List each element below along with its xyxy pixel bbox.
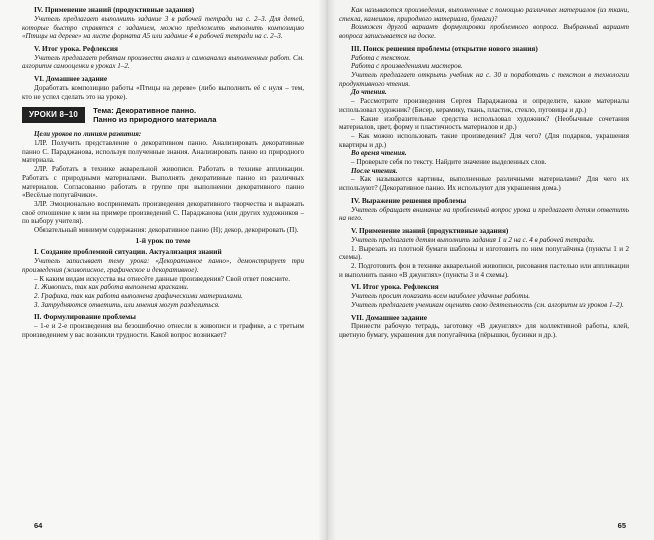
section-title: VI. Домашнее задание bbox=[34, 74, 108, 84]
topic-title: Тема: Декоративное панно. bbox=[93, 106, 197, 116]
goal-item: 2ЛР. Работать в технике акварельной живописи. Работать в технике аппликации. Работать с природными материалами. Выполнять декоративные панно из различных материалов. Согласованно работать в группе при выполнении декоративного панно «Весёлые попугайчики». bbox=[22, 165, 304, 200]
page-number: 65 bbox=[617, 521, 626, 530]
step-text: Работа с произведениями мастеров. bbox=[351, 62, 463, 71]
section-title: V. Применение знаний (продуктивные задания) bbox=[351, 226, 509, 236]
section-title: VII. Домашнее задание bbox=[351, 312, 427, 322]
step-text: Учитель предлагает открыть учебник на с. 30 и поработать с текстом в технологии продуктивного чтения. bbox=[339, 71, 629, 88]
section-title: II. Формулирование проблемы bbox=[34, 312, 136, 322]
section-text: Доработать композицию работы «Птицы на дереве» (либо выполнить её с нуля – тем, кто не успел сделать это на уроке). bbox=[22, 83, 304, 101]
section-text: Учитель обращает внимание на проблемный вопрос урока и предлагает детям ответить на него. bbox=[339, 205, 629, 223]
section-title: VI. Итог урока. Рефлексия bbox=[351, 282, 439, 292]
question-text: – К каким видам искусства вы отнесёте данные произведения? Свой ответ поясните. bbox=[34, 274, 290, 283]
step-text: Работа с текстом. bbox=[351, 53, 411, 62]
question-text: – Как можно использовать такие произведения? Для чего? (Для подарков, украшения квартиры и др.) bbox=[339, 131, 629, 149]
section-title: V. Итог урока. Рефлексия bbox=[34, 43, 118, 53]
section-text: Учитель записывает тему урока: «Декоративное панно», демонстрирует три произведения (живописное, графическое и декоративное). bbox=[22, 257, 304, 274]
question-text: – Рассмотрите произведения Сергея Параджанова и определите, какие материалы использовал художник? (Бисер, керамику, ткань, пластик, стекло, пуговицы и др.) bbox=[339, 97, 629, 114]
lesson-header bbox=[22, 106, 304, 124]
section-title: I. Создание проблемной ситуации. Актуализация знаний bbox=[34, 247, 222, 257]
section-text: Принести рабочую тетрадь, заготовку «В джунглях» для коллективной работы, клей, цветную бумагу, украшения для попугайчика (пёрышки, бусинки и др.). bbox=[339, 322, 629, 340]
question-text: – Какие изобразительные средства использовал художник? (Необычные сочетания материалов, цвет, форму и пластичность материалов и др.) bbox=[339, 114, 629, 132]
terms-text: Обязательный минимум содержания: декоративное панно (Н); декор, декорировать (П). bbox=[34, 226, 299, 235]
question-text: – Проверьте себя по тексту. Найдите значение выделенных слов. bbox=[351, 158, 547, 167]
right-page bbox=[327, 0, 654, 540]
stage-label: До чтения. bbox=[351, 88, 387, 97]
note-text: Возможен другой вариант формулировки проблемного вопроса. Выбранный вариант вопроса записывается на доске. bbox=[339, 23, 629, 41]
lesson-badge: УРОКИ 8–10 bbox=[22, 107, 85, 123]
question-text: – Как называются картины, выполненные различными материалами? Для чего их используют? (Декоративное панно. Их используют для украшения дома.) bbox=[339, 175, 629, 193]
stage-label: После чтения. bbox=[351, 166, 398, 175]
section-title: IV. Выражение решения проблемы bbox=[351, 195, 467, 205]
left-column bbox=[22, 6, 304, 340]
section-text: Учитель предлагает детям выполнить задания 1 и 2 на с. 4 в рабочей тетради. bbox=[351, 235, 595, 244]
topic-subtitle: Панно из природного материала bbox=[93, 115, 217, 125]
goal-item: 1ЛР. Получить представление о декоративном панно. Анализировать декоративные панно С. Параджанова, используя полученные знания. Анализировать панно из природного материала. bbox=[22, 139, 304, 165]
section-text: Учитель предлагает выполнить задание 3 в рабочей тетради на с. 2–3. Для детей, которые быстро справятся с заданием, можно предложить выполнить композицию «Птицы на дереве» на листе формата А5 или задание 4 в рабочей тетради на с. 2–3. bbox=[22, 14, 304, 41]
answer-item: 3. Затрудняются ответить, или мнения могут разделиться. bbox=[34, 300, 220, 309]
problem-question: Как называются произведения, выполненные с помощью различных материалов (из ткани, стекла, камешков, природного материала, бумаги)? bbox=[339, 6, 629, 23]
right-column bbox=[339, 6, 629, 340]
section-title: IV. Применение знаний (продуктивные задания) bbox=[34, 5, 195, 14]
answer-item: 1. Живопись, так как работа выполнена красками. bbox=[34, 283, 189, 292]
page-number: 64 bbox=[34, 521, 43, 530]
section-text: Учитель просит показать всем наиболее удачные работы. bbox=[351, 292, 531, 301]
stage-label: Во время чтения. bbox=[351, 149, 407, 158]
section-text: Учитель предлагает ребятам произвести анализ и самоанализ выполненных работ. См. алгоритм самооценки в уроках 1–2. bbox=[22, 53, 304, 71]
goals-title: Цели уроков по линиям развития: bbox=[34, 130, 142, 139]
task-item: 2. Подготовить фон в технике акварельной живописи, рисования пастелью или аппликации и выполнить панно «В джунглях» (пункты 3 и 4 схемы). bbox=[339, 261, 629, 279]
section-text: – 1-е и 2-е произведения вы безошибочно отнесли к живописи и графике, а с третьим произведением у вас возникли трудности. Какой вопрос возникает? bbox=[22, 322, 304, 339]
lesson-subheading: 1-й урок по теме bbox=[135, 235, 191, 245]
section-title: III. Поиск решения проблемы (открытие нового знания) bbox=[351, 43, 538, 53]
task-item: 1. Вырезать из плотной бумаги шаблоны и изготовить по ним попугайчика (пункты 1 и 2 схемы). bbox=[339, 244, 629, 262]
goal-item: 3ЛР. Эмоционально воспринимать произведения декоративного творчества и выражать своё отношение к ним на примере произведений С. Параджанова (или других художников – по выбору учителя). bbox=[22, 199, 304, 226]
section-text: Учитель предлагает ученикам оценить свою деятельность (см. алгоритм из уроков 1–2). bbox=[351, 300, 624, 309]
answer-item: 2. Графика, так как работа выполнена графическими материалами. bbox=[34, 292, 243, 301]
